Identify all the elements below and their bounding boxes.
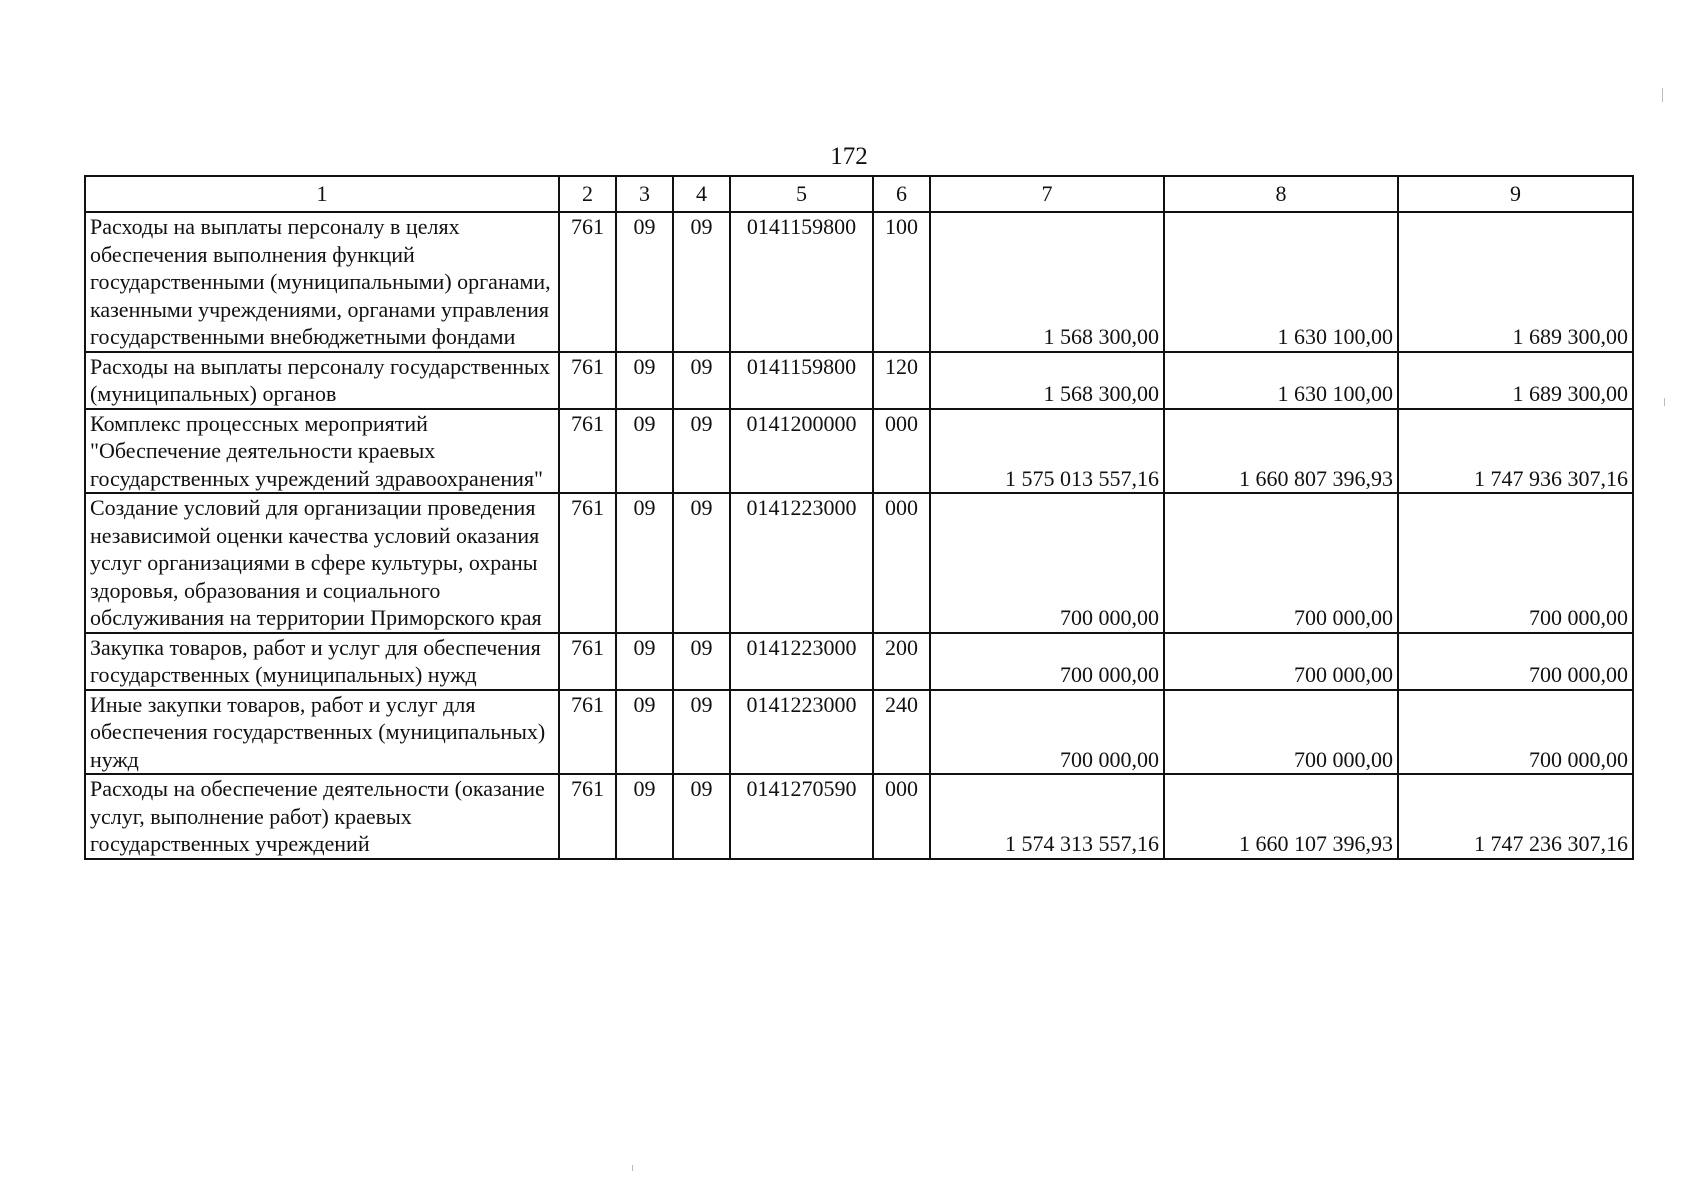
row-name-cell: Закупка товаров, работ и услуг для обеспечения государственных (муниципальных) нужд	[85, 633, 559, 690]
ministry-code-cell: 761	[559, 352, 616, 409]
table-row	[85, 690, 1633, 775]
amount-col8-cell: 700 000,00	[1164, 633, 1398, 690]
amount-col8-cell: 700 000,00	[1164, 690, 1398, 775]
amount-col7-cell: 1 575 013 557,16	[930, 409, 1164, 494]
budget-table	[84, 175, 1634, 860]
target-article-cell: 0141200000	[730, 409, 873, 494]
subsection-code-cell: 09	[673, 409, 730, 494]
subsection-code-cell: 09	[673, 212, 730, 352]
target-article-cell: 0141270590	[730, 774, 873, 859]
amount-col9-cell: 1 747 936 307,16	[1398, 409, 1633, 494]
amount-col9-cell: 1 689 300,00	[1398, 212, 1633, 352]
target-article-cell: 0141223000	[730, 633, 873, 690]
amount-col7-cell: 700 000,00	[930, 633, 1164, 690]
amount-col8-cell: 1 660 107 396,93	[1164, 774, 1398, 859]
subsection-code-cell: 09	[673, 352, 730, 409]
column-header: 2	[559, 176, 616, 212]
ministry-code-cell: 761	[559, 633, 616, 690]
amount-col7-cell: 1 568 300,00	[930, 352, 1164, 409]
table-row	[85, 352, 1633, 409]
ministry-code-cell: 761	[559, 409, 616, 494]
amount-col7-cell: 700 000,00	[930, 690, 1164, 775]
section-code-cell: 09	[616, 409, 673, 494]
scan-mark	[632, 1165, 633, 1171]
column-header: 4	[673, 176, 730, 212]
section-code-cell: 09	[616, 633, 673, 690]
amount-col8-cell: 1 630 100,00	[1164, 352, 1398, 409]
expense-type-cell: 200	[873, 633, 930, 690]
amount-col8-cell: 1 660 807 396,93	[1164, 409, 1398, 494]
amount-col9-cell: 1 689 300,00	[1398, 352, 1633, 409]
table-row	[85, 774, 1633, 859]
amount-col9-cell: 700 000,00	[1398, 690, 1633, 775]
ministry-code-cell: 761	[559, 493, 616, 633]
expense-type-cell: 000	[873, 493, 930, 633]
subsection-code-cell: 09	[673, 633, 730, 690]
table-row	[85, 409, 1633, 494]
row-name-cell: Расходы на обеспечение деятельности (оказание услуг, выполнение работ) краевых государственных учреждений	[85, 774, 559, 859]
expense-type-cell: 000	[873, 774, 930, 859]
expense-type-cell: 000	[873, 409, 930, 494]
target-article-cell: 0141159800	[730, 212, 873, 352]
section-code-cell: 09	[616, 493, 673, 633]
row-name-cell: Комплекс процессных мероприятий "Обеспечение деятельности краевых государственных учреждений здравоохранения"	[85, 409, 559, 494]
column-header: 7	[930, 176, 1164, 212]
scan-mark	[1662, 88, 1663, 102]
table-row	[85, 212, 1633, 352]
subsection-code-cell: 09	[673, 690, 730, 775]
amount-col9-cell: 1 747 236 307,16	[1398, 774, 1633, 859]
ministry-code-cell: 761	[559, 212, 616, 352]
column-header: 3	[616, 176, 673, 212]
amount-col9-cell: 700 000,00	[1398, 633, 1633, 690]
subsection-code-cell: 09	[673, 493, 730, 633]
target-article-cell: 0141159800	[730, 352, 873, 409]
row-name-cell: Создание условий для организации проведения независимой оценки качества условий оказания услуг организациями в сфере культуры, охраны здоровья, образования и социального обслуживания на территории Приморского края	[85, 493, 559, 633]
amount-col7-cell: 1 568 300,00	[930, 212, 1164, 352]
table-row	[85, 633, 1633, 690]
column-header: 6	[873, 176, 930, 212]
column-header: 8	[1164, 176, 1398, 212]
section-code-cell: 09	[616, 774, 673, 859]
amount-col9-cell: 700 000,00	[1398, 493, 1633, 633]
column-header: 1	[85, 176, 559, 212]
amount-col8-cell: 1 630 100,00	[1164, 212, 1398, 352]
column-header: 9	[1398, 176, 1633, 212]
expense-type-cell: 120	[873, 352, 930, 409]
table-row	[85, 493, 1633, 633]
amount-col7-cell: 700 000,00	[930, 493, 1164, 633]
column-number-row	[85, 176, 1633, 212]
section-code-cell: 09	[616, 690, 673, 775]
ministry-code-cell: 761	[559, 690, 616, 775]
page-number: 172	[830, 143, 868, 170]
ministry-code-cell: 761	[559, 774, 616, 859]
subsection-code-cell: 09	[673, 774, 730, 859]
expense-type-cell: 100	[873, 212, 930, 352]
scan-mark	[1664, 398, 1665, 406]
row-name-cell: Иные закупки товаров, работ и услуг для обеспечения государственных (муниципальных) нужд	[85, 690, 559, 775]
section-code-cell: 09	[616, 212, 673, 352]
amount-col8-cell: 700 000,00	[1164, 493, 1398, 633]
section-code-cell: 09	[616, 352, 673, 409]
row-name-cell: Расходы на выплаты персоналу государственных (муниципальных) органов	[85, 352, 559, 409]
target-article-cell: 0141223000	[730, 493, 873, 633]
target-article-cell: 0141223000	[730, 690, 873, 775]
amount-col7-cell: 1 574 313 557,16	[930, 774, 1164, 859]
expense-type-cell: 240	[873, 690, 930, 775]
row-name-cell: Расходы на выплаты персоналу в целях обеспечения выполнения функций государственными (муниципальными) органами, казенными учреждениями, органами управления государственными внебюджетными фондами	[85, 212, 559, 352]
column-header: 5	[730, 176, 873, 212]
